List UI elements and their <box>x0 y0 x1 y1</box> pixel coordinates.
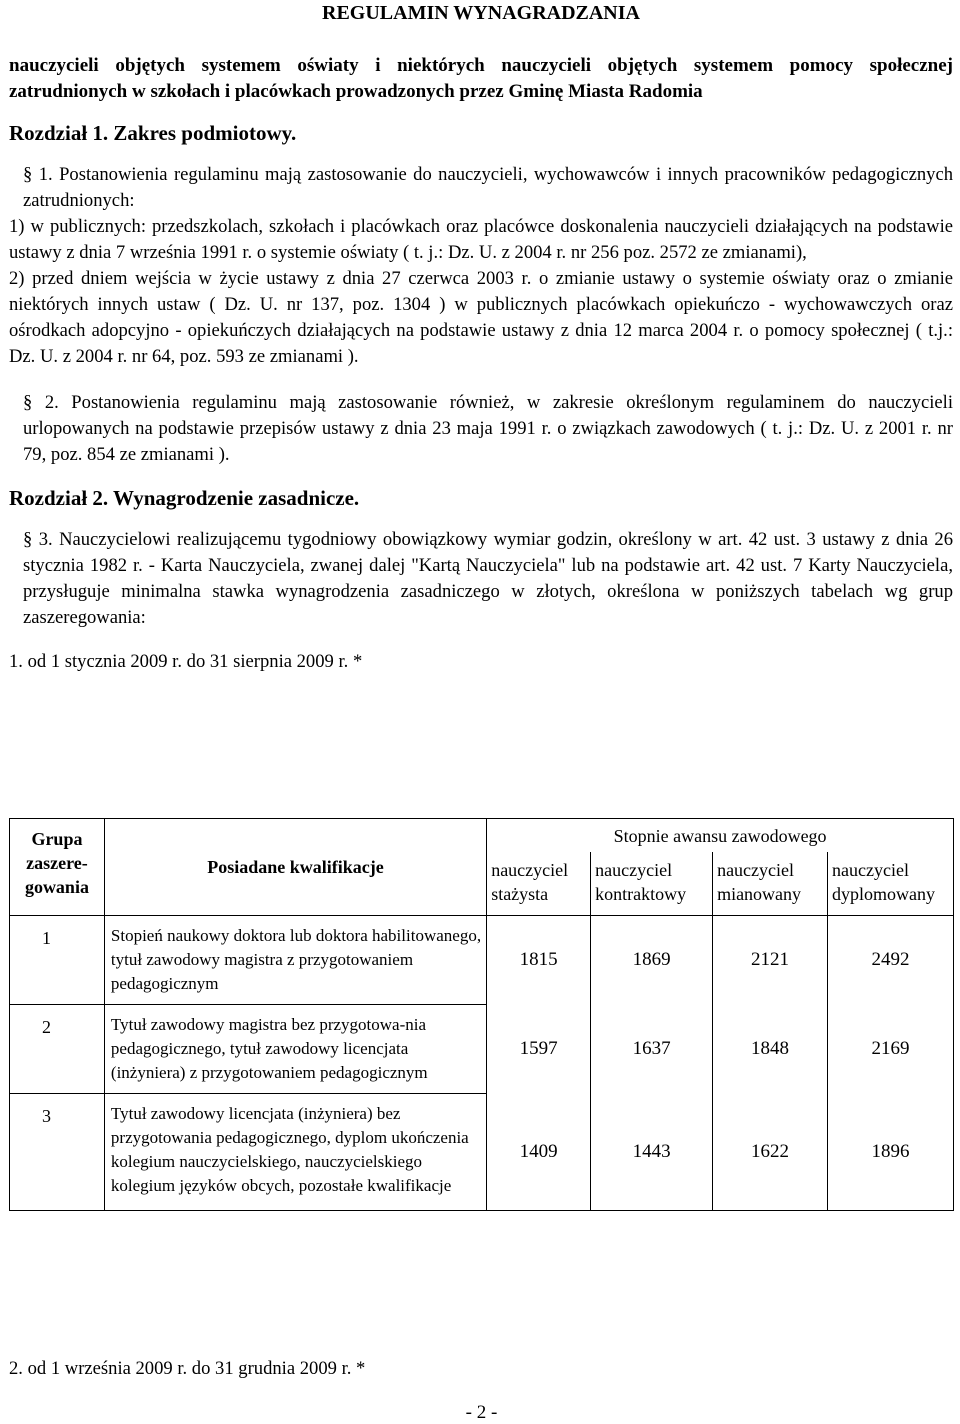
row-1-qualification: Stopień naukowy doktora lub doktora habilitowanego, tytuł zawodowy magistra z przygotowaniem pedagogicznym <box>104 916 486 1005</box>
row-2-trainee: 1597 <box>487 1005 591 1094</box>
chapter-2-heading: Rozdział 2. Wynagrodzenie zasadnicze. <box>9 486 360 510</box>
page-number: - 2 - <box>465 1402 498 1423</box>
period-2-heading: 2. od 1 września 2009 r. do 31 grudnia 2009 r. * <box>9 1358 366 1379</box>
table-row <box>10 1005 954 1094</box>
header-promotion-levels: Stopnie awansu zawodowego <box>487 819 954 853</box>
section-2-text: 2. Postanowienia regulaminu mają zastosowanie również, w zakresie określonym regulaminem do nauczycieli urlopowanych na podstawie przepisów ustawy z dnia 23 maja 1991 r. o związkach zawodowych ( t. j.: Dz. U. z 2001 r. nr 79, poz. 854 ze zmianami ). <box>23 392 953 465</box>
salary-table <box>9 818 954 1211</box>
row-3-certified: 1896 <box>828 1094 954 1211</box>
section-1-sign: § <box>23 164 33 185</box>
row-3-qualification: Tytuł zawodowy licencjata (inżyniera) bez przygotowania pedagogicznego, dyplom ukończenia kolegium nauczycielskiego, nauczycielskiego kolegium języków obcych, pozostałe kwalifikacje <box>104 1094 486 1211</box>
row-3-trainee: 1409 <box>487 1094 591 1211</box>
header-group: Grupa zaszere- gowania <box>10 819 105 916</box>
row-2-contract: 1637 <box>591 1005 713 1094</box>
row-1-trainee: 1815 <box>487 916 591 1005</box>
row-2-group: 2 <box>10 1005 105 1094</box>
document-body <box>9 0 953 1423</box>
header-level-trainee: nauczyciel stażysta <box>487 852 591 915</box>
header-level-certified: nauczyciel dyplomowany <box>828 852 954 915</box>
section-3-sign: § <box>23 529 33 550</box>
row-3-appointed: 1622 <box>713 1094 828 1211</box>
table-row <box>10 1094 954 1211</box>
table-header-row <box>10 819 954 853</box>
section-1 <box>9 162 953 370</box>
header-level-appointed: nauczyciel mianowany <box>713 852 828 915</box>
row-1-contract: 1869 <box>591 916 713 1005</box>
row-1-certified: 2492 <box>828 916 954 1005</box>
section-3 <box>9 527 953 631</box>
row-1-group: 1 <box>10 916 105 1005</box>
section-2-sign: § <box>23 392 33 413</box>
row-3-contract: 1443 <box>591 1094 713 1211</box>
chapter-1-heading: Rozdział 1. Zakres podmiotowy. <box>9 121 297 145</box>
row-2-qualification: Tytuł zawodowy magistra bez przygotowa-nia pedagogicznego, tytuł zawodowy licencjata (inżyniera) z przygotowaniem pedagogicznym <box>104 1005 486 1094</box>
table-row <box>10 916 954 1005</box>
document-subtitle: nauczycieli objętych systemem oświaty i niektórych nauczycieli objętych systemem pomocy społecznej zatrudnionych w szkołach i placówkach prowadzonych przez Gminę Miasta Radomia <box>9 55 953 102</box>
section-1-item-2: 2) przed dniem wejścia w życie ustawy z dnia 27 czerwca 2003 r. o zmianie ustawy o systemie oświaty oraz o zmianie niektórych innych ustaw ( Dz. U. nr 137, poz. 1304 ) w publicznych placówkach opiekuńczo - wychowawczych oraz ośrodkach adopcyjno - opiekuńczych działających na podstawie ustawy z dnia 12 marca 2004 r. o pomocy społecznej ( t.j.: Dz. U. z 2004 r. nr 64, poz. 593 ze zmianami ). <box>9 268 953 367</box>
section-1-intro: 1. Postanowienia regulaminu mają zastosowanie do nauczycieli, wychowawców i innych pracowników pedagogicznych zatrudnionych: <box>23 164 953 211</box>
header-level-contract: nauczyciel kontraktowy <box>591 852 713 915</box>
row-2-appointed: 1848 <box>713 1005 828 1094</box>
section-2 <box>9 390 953 468</box>
period-1-heading: 1. od 1 stycznia 2009 r. do 31 sierpnia 2009 r. * <box>9 651 363 672</box>
document-title: REGULAMIN WYNAGRADZANIA <box>322 2 640 24</box>
section-3-text: 3. Nauczycielowi realizującemu tygodniowy obowiązkowy wymiar godzin, określony w art. 42 ust. 3 ustawy z dnia 26 stycznia 1982 r. - Karta Nauczyciela, zwanej dalej "Kartą Nauczyciela" lub na podstawie art. 42 ust. 7 Karty Nauczyciela, przysługuje minimalna stawka wynagrodzenia zasadniczego w złotych, określona w poniższych tabelach wg grup zaszeregowania: <box>23 529 953 628</box>
row-3-group: 3 <box>10 1094 105 1211</box>
row-1-appointed: 2121 <box>713 916 828 1005</box>
section-1-item-1: 1) w publicznych: przedszkolach, szkołach i placówkach oraz placówce doskonalenia nauczycieli działających na podstawie ustawy z dnia 7 września 1991 r. o systemie oświaty ( t. j.: Dz. U. z 2004 r. nr 256 poz. 2572 ze zmianami), <box>9 216 953 263</box>
header-qualifications: Posiadane kwalifikacje <box>104 819 486 916</box>
row-2-certified: 2169 <box>828 1005 954 1094</box>
